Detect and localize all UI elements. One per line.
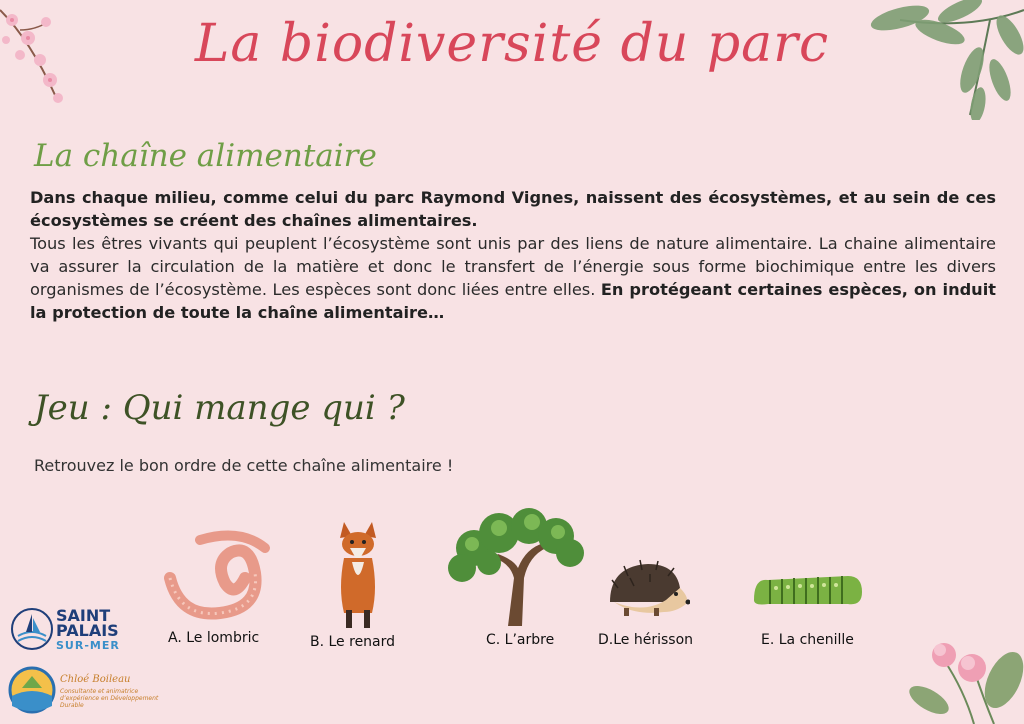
page-title: La biodiversité du parc [194,14,830,74]
town-line2: PALAIS [56,621,119,640]
hedgehog-icon [604,558,690,620]
item-label-fox: B. Le renard [310,634,396,650]
item-label-earthworm: A. Le lombric [168,630,260,646]
item-label-tree: C. L’arbre [486,632,555,648]
consultant-description: Consultante et animatrice d’expérience en Développement Durable [60,688,159,709]
chloe-boileau-logo [8,666,56,714]
body-text: Tous les êtres vivants qui peuplent l’écosystème sont unis par des liens de nature alimentaire. La chaine alimentaire va assurer la circulation de la matière et donc le transfert de l’énergie sous forme biochimique entre les divers organismes de l’écosystème. Les espèces sont donc liées entre elles. [30,234,996,299]
game-title: Jeu : Qui mange qui ? [34,388,405,428]
section-title: La chaîne alimentaire [34,138,377,174]
saint-palais-wordmark [56,608,120,653]
earthworm-icon [160,528,280,624]
item-label-hedgehog: D.Le hérisson [598,632,694,648]
item-label-caterpillar: E. La chenille [761,632,854,648]
conclusion-bold-text: En protégeant certaines espèces, on induit la protection de toute la chaîne alimentaire… [30,280,996,322]
section-body [30,186,996,324]
consultant-name: Chloé Boileau [60,674,131,685]
intro-bold-text: Dans chaque milieu, comme celui du parc Raymond Vignes, naissent des écosystèmes, et au sein de ces écosystèmes se créent des chaînes alimentaires. [30,188,996,230]
town-line1: SAINT [56,606,111,625]
town-line3: SUR-MER [56,639,120,652]
tree-icon [444,508,588,626]
game-instruction: Retrouvez le bon ordre de cette chaîne alimentaire ! [34,456,454,475]
caterpillar-icon [748,570,866,610]
fox-icon [330,518,386,630]
saint-palais-logo [10,606,54,652]
pink-flowers-decoration [904,630,1024,724]
